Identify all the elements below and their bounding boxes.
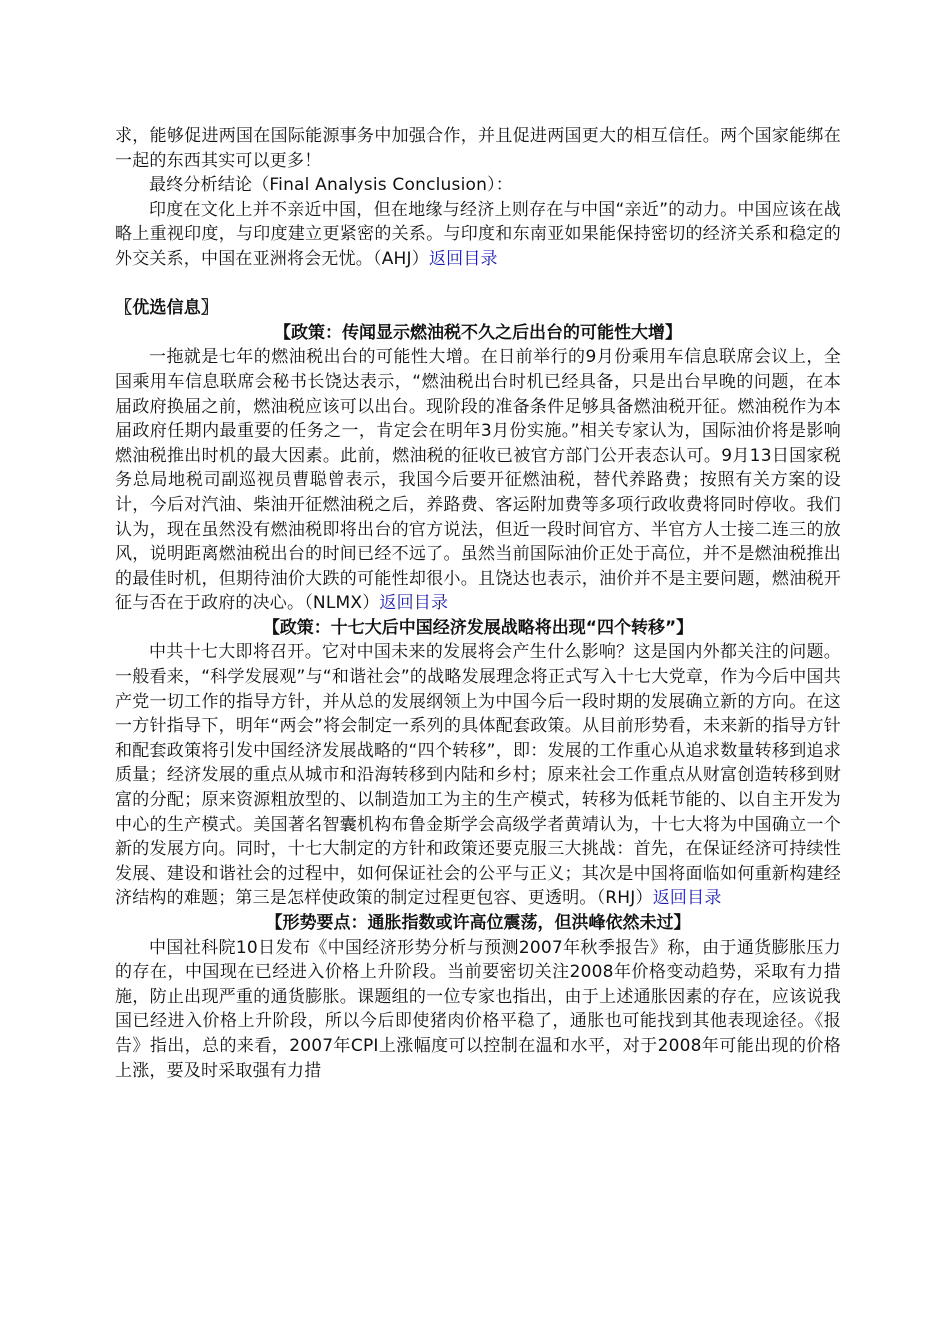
conclusion-label: 最终分析结论（Final Analysis Conclusion）： bbox=[149, 175, 513, 196]
article-title: 【政策：十七大后中国经济发展战略将出现“四个转移”】 bbox=[262, 617, 694, 638]
document-page bbox=[115, 124, 841, 1083]
intro-text: 求，能够促进两国在国际能源事务中加强合作，并且促进两国更大的相互信任。两个国家能绑在一起的东西其实可以更多！ bbox=[115, 126, 841, 171]
article-text: 一拖就是七年的燃油税出台的可能性大增。在日前举行的9月份乘用车信息联席会议上，全国乘用车信息联席会秘书长饶达表示，“燃油税出台时机已经具备，只是出台早晚的问题，在本届政府换届之前，燃油税应该可以出台。现阶段的准备条件足够具备燃油税开征。燃油税作为本届政府任期内最重要的任务之一，肯定会在明年3月份实施。”相关专家认为，国际油价将是影响燃油税推出时机的最大因素。此前，燃油税的征收已被官方部门公开表态认可。9月13日国家税务总局地税司副巡视员曹聪曾表示，我国今后要开征燃油税，替代养路费；按照有关方案的设计，今后对汽油、柴油开征燃油税之后，养路费、客运附加费等多项行政收费将同时停收。我们认为，现在虽然没有燃油税即将出台的官方说法，但近一段时间官方、半官方人士接二连三的放风，说明距离燃油税出台的时间已经不远了。虽然当前国际油价正处于高位，并不是燃油税推出的最佳时机，但期待油价大跌的可能性却很小。且饶达也表示，油价并不是主要问题，燃油税开征与否在于政府的决心。（NLMX） bbox=[115, 347, 841, 614]
conclusion-paragraph bbox=[115, 198, 841, 272]
back-to-toc-link[interactable]: 返回目录 bbox=[652, 888, 722, 909]
article-body bbox=[115, 936, 841, 1084]
article-body bbox=[115, 345, 841, 616]
article-title: 【形势要点：通胀指数或许高位震荡，但洪峰依然未过】 bbox=[265, 913, 691, 933]
intro-paragraph bbox=[115, 124, 841, 173]
article-body bbox=[115, 640, 841, 911]
section-label: 〖优选信息〗 bbox=[115, 298, 219, 319]
article-title: 【政策：传闻显示燃油税不久之后出台的可能性大增】 bbox=[274, 322, 682, 343]
article-text: 中共十七大即将召开。它对中国未来的发展将会产生什么影响？这是国内外都关注的问题。一般看来，“科学发展观”与“和谐社会”的战略发展理念将正式写入十七大党章，作为今后中国共产党一切工作的指导方针，并从总的发展纲领上为中国今后一段时期的发展确立新的方向。在这一方针指导下，明年“两会”将会制定一系列的具体配套政策。从目前形势看，未来新的指导方针和配套政策将引发中国经济发展战略的“四个转移”，即：发展的工作重心从追求数量转移到追求质量；经济发展的重点从城市和沿海转移到内陆和乡村；原来社会工作重点从财富创造转移到财富的分配；原来资源粗放型的、以制造加工为主的生产模式，转移为低耗节能的、以自主开发为中心的生产模式。美国著名智囊机构布鲁金斯学会高级学者黄靖认为，十七大将为中国确立一个新的发展方向。同时，十七大制定的方针和政策还要克服三大挑战：首先，在保证经济可持续性发展、建设和谐社会的过程中，如何保证社会的公平与正义；其次是中国将面临如何重新构建经济结构的难题；第三是怎样使政策的制定过程更包容、更透明。（RHJ） bbox=[115, 642, 841, 909]
article-text: 中国社科院10日发布《中国经济形势分析与预测2007年秋季报告》称，由于通货膨胀压力的存在，中国现在已经进入价格上升阶段。当前要密切关注2008年价格变动趋势，采取有力措施，防止出现严重的通货膨胀。课题组的一位专家也指出，由于上述通胀因素的存在，应该说我国已经进入价格上升阶段，所以今后即使猪肉价格平稳了，通胀也可能找到其他表现途径。《报告》指出，总的来看，2007年CPI上涨幅度可以控制在温和水平，对于2008年可能出现的价格上涨，要及时采取强有力措 bbox=[115, 937, 841, 1081]
back-to-toc-link[interactable]: 返回目录 bbox=[428, 248, 498, 269]
conclusion-text: 印度在文化上并不亲近中国，但在地缘与经济上则存在与中国“亲近”的动力。中国应该在战略上重视印度，与印度建立更紧密的关系。与印度和东南亚如果能保持密切的经济关系和稳定的外交关系，中国在亚洲将会无忧。（AHJ） bbox=[115, 199, 841, 269]
back-to-toc-link[interactable]: 返回目录 bbox=[379, 593, 449, 614]
